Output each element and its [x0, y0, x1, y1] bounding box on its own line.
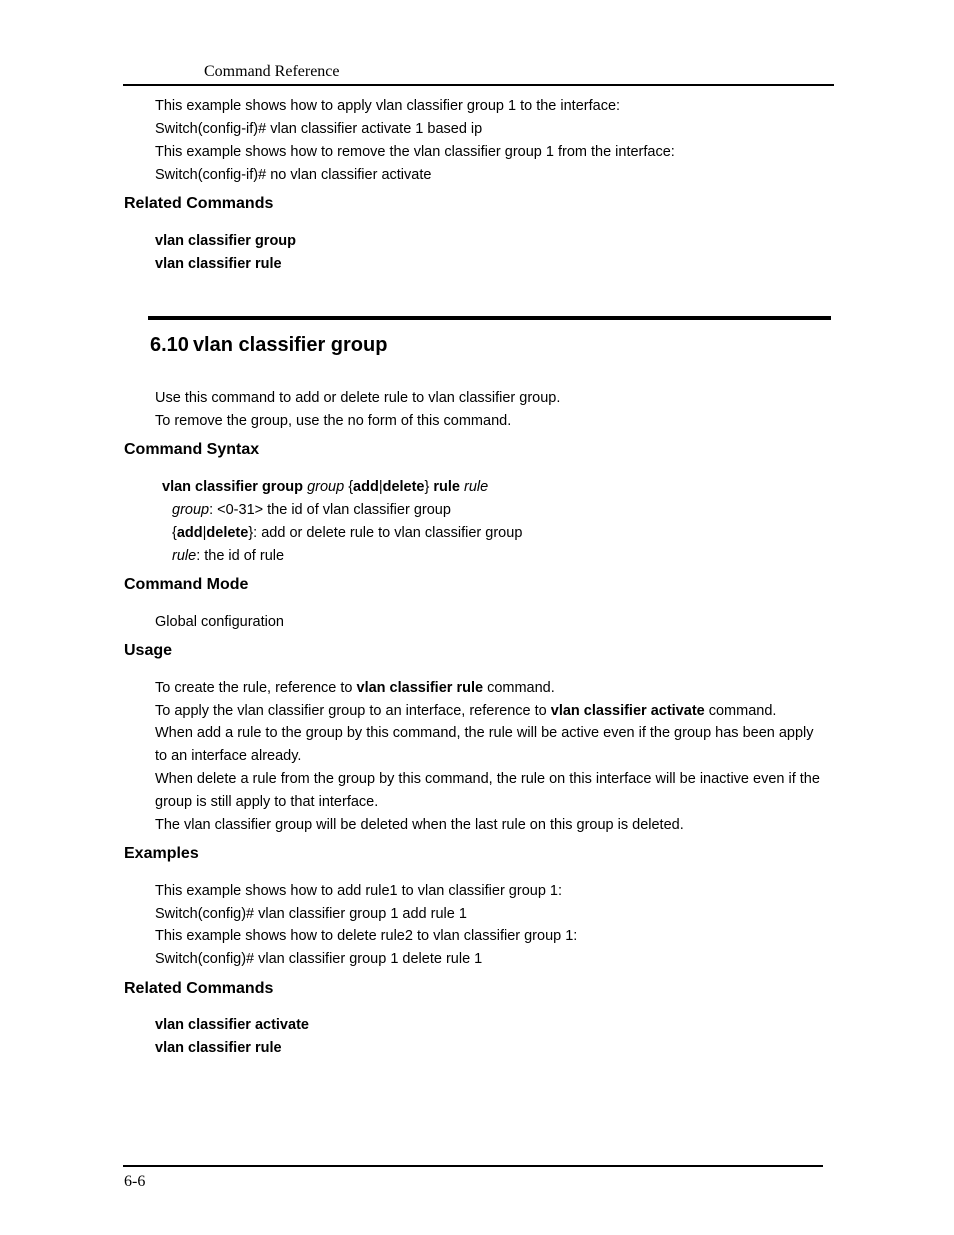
section-title [150, 333, 387, 357]
usage-command-ref: vlan classifier activate [550, 703, 705, 719]
syntax-line [162, 478, 488, 496]
footer-rule [123, 1165, 823, 1167]
example-line: Switch(config-if)# vlan classifier activate 1 based ip [155, 121, 483, 137]
param-group-name: group [172, 502, 210, 518]
examples-heading: Examples [124, 845, 199, 862]
param-group [172, 501, 451, 519]
example-line: This example shows how to add rule1 to vlan classifier group 1: [155, 883, 563, 899]
syntax-arg-group: group [307, 479, 345, 495]
example-line: This example shows how to remove the vlan classifier group 1 from the interface: [155, 144, 675, 160]
example-line: Switch(config-if)# no vlan classifier activate [155, 167, 432, 183]
command-mode-value: Global configuration [155, 614, 284, 630]
related-command: vlan classifier group [155, 233, 297, 249]
running-header: Command Reference [204, 63, 340, 80]
section-number: 6.10 [150, 334, 189, 356]
related-command: vlan classifier rule [155, 256, 282, 272]
example-line: This example shows how to delete rule2 to vlan classifier group 1: [155, 928, 578, 944]
param-group-desc: : <0-31> the id of vlan classifier group [209, 502, 451, 518]
section-rule [148, 316, 831, 320]
syntax-brace-close: } [424, 479, 430, 495]
usage-line: When delete a rule from the group by this command, the rule on this interface will be inactive even if the [155, 771, 820, 787]
param-delete: delete [206, 525, 249, 541]
intro-line: Use this command to add or delete rule to vlan classifier group. [155, 390, 561, 406]
section-name: vlan classifier group [192, 334, 388, 356]
command-syntax-heading: Command Syntax [124, 441, 260, 458]
usage-line: The vlan classifier group will be deleted when the last rule on this group is deleted. [155, 817, 684, 833]
param-bar: | [202, 525, 207, 541]
usage-line: to an interface already. [155, 748, 302, 764]
param-brace-open: { [172, 525, 177, 541]
example-line: This example shows how to apply vlan classifier group 1 to the interface: [155, 98, 621, 114]
usage-heading: Usage [124, 642, 173, 659]
related-command: vlan classifier rule [155, 1040, 282, 1056]
syntax-add: add [353, 479, 379, 495]
related-commands-heading: Related Commands [124, 980, 274, 997]
example-line: Switch(config)# vlan classifier group 1 add rule 1 [155, 906, 467, 922]
header-rule [123, 84, 834, 86]
syntax-kw-rule: rule [433, 479, 460, 495]
related-commands-heading: Related Commands [124, 195, 274, 212]
usage-text: command. [704, 703, 777, 719]
usage-text: To create the rule, reference to [155, 680, 357, 696]
param-add-delete [172, 524, 522, 542]
syntax-arg-rule: rule [464, 479, 489, 495]
syntax-delete: delete [382, 479, 425, 495]
example-line: Switch(config)# vlan classifier group 1 delete rule 1 [155, 951, 483, 967]
usage-text: To apply the vlan classifier group to an interface, reference to [155, 703, 551, 719]
usage-command-ref: vlan classifier rule [356, 680, 484, 696]
related-command: vlan classifier activate [155, 1017, 309, 1033]
param-add-delete-desc: : add or delete rule to vlan classifier group [253, 525, 523, 541]
usage-line: When add a rule to the group by this command, the rule will be active even if the group has been apply [155, 725, 814, 741]
param-rule-desc: : the id of rule [196, 548, 285, 564]
command-mode-heading: Command Mode [124, 576, 249, 593]
usage-line [155, 679, 555, 697]
param-rule-name: rule [172, 548, 197, 564]
param-add: add [176, 525, 203, 541]
syntax-brace-open: { [348, 479, 354, 495]
usage-line: group is still apply to that interface. [155, 794, 379, 810]
syntax-command: vlan classifier group [162, 479, 304, 495]
usage-line [155, 702, 776, 720]
syntax-bar: | [378, 479, 383, 495]
param-rule [172, 547, 284, 565]
page-number: 6-6 [124, 1173, 146, 1190]
param-brace-close: } [248, 525, 254, 541]
usage-text: command. [483, 680, 555, 696]
intro-line: To remove the group, use the no form of this command. [155, 413, 512, 429]
